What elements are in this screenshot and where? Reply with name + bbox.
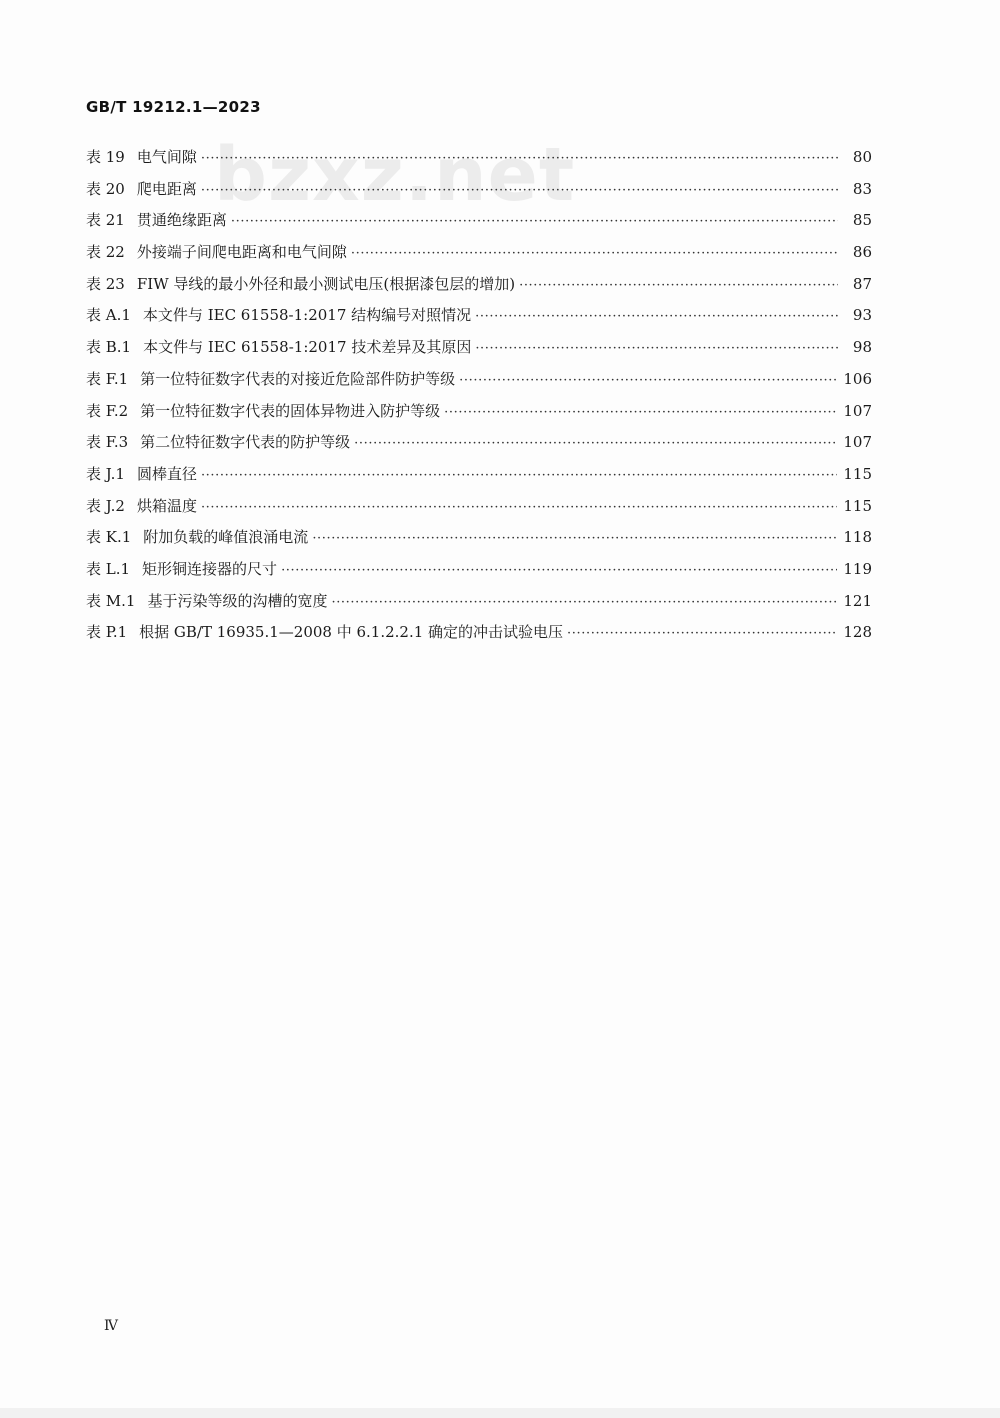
toc-entry-page: 98	[852, 338, 872, 357]
toc-entry-number: 表 J.2	[86, 496, 125, 515]
toc-entry-number: 表 19	[86, 148, 125, 166]
toc-leader-dots	[331, 592, 837, 614]
toc-entry-page: 80	[852, 148, 872, 166]
toc-entry[interactable]	[86, 209, 872, 241]
toc-leader-dots	[354, 433, 837, 455]
toc-entry[interactable]	[86, 273, 872, 305]
toc-entry-number: 表 K.1	[86, 528, 132, 547]
toc-leader-dots	[281, 560, 837, 582]
toc-leader-dots	[201, 148, 838, 170]
toc-entry-number: 表 23	[86, 274, 125, 293]
toc-entry-page: 107	[843, 401, 872, 420]
toc-leader-dots	[459, 370, 837, 392]
page-number: Ⅳ	[104, 1318, 118, 1334]
toc-entry[interactable]	[86, 431, 872, 463]
toc-entry-number: 表 J.1	[86, 464, 125, 483]
toc-entry-title: 第一位特征数字代表的固体异物进入防护等级	[140, 401, 441, 420]
toc-entry-title: 贯通绝缘距离	[136, 211, 227, 230]
toc-entry-page: 106	[843, 369, 872, 388]
toc-entry-number: 表 F.2	[86, 401, 129, 420]
toc-leader-dots	[201, 497, 837, 519]
toc-leader-dots	[312, 528, 837, 550]
toc-leader-dots	[201, 180, 838, 202]
toc-entry[interactable]	[86, 526, 872, 558]
toc-entry[interactable]	[86, 463, 872, 495]
toc-entry-title: 第一位特征数字代表的对接近危险部件防护等级	[140, 369, 456, 388]
toc-entry-title: FIW 导线的最小外径和最小测试电压(根据漆包层的增加)	[136, 274, 516, 293]
toc-leader-dots	[231, 211, 838, 233]
toc-leader-dots	[201, 465, 837, 487]
toc-leader-dots	[475, 306, 838, 328]
toc-entry-title: 本文件与 IEC 61558-1:2017 结构编号对照情况	[142, 306, 472, 325]
toc-entry[interactable]	[86, 178, 872, 210]
toc-entry-title: 烘箱温度	[136, 496, 197, 515]
toc-entry-page: 115	[843, 464, 872, 483]
toc-entry-number: 表 A.1	[86, 306, 131, 325]
toc-entry-page: 83	[852, 179, 872, 198]
toc-entry-number: 表 20	[86, 179, 125, 198]
toc-entry-title: 外接端子间爬电距离和电气间隙	[136, 243, 347, 262]
toc-entry-page: 128	[843, 623, 872, 642]
toc-entry-title: 第二位特征数字代表的防护等级	[140, 433, 351, 452]
toc-entry[interactable]	[86, 146, 872, 178]
toc-entry[interactable]	[86, 304, 872, 336]
toc-entry-page: 115	[843, 496, 872, 515]
toc-entry-number: 表 B.1	[86, 338, 132, 357]
toc-entry-number: 表 22	[86, 243, 125, 262]
toc-entry[interactable]	[86, 621, 872, 653]
toc-entry-title: 爬电距离	[136, 179, 197, 198]
toc-entry-title: 圆棒直径	[136, 464, 197, 483]
toc-entry-number: 表 21	[86, 211, 125, 230]
toc-leader-dots	[519, 275, 838, 297]
toc-entry-page: 121	[843, 591, 872, 610]
toc-entry-number: 表 F.3	[86, 433, 129, 452]
toc-entry-number: 表 M.1	[86, 591, 136, 610]
toc-entry-page: 87	[852, 274, 872, 293]
toc-entry-number: 表 L.1	[86, 559, 131, 578]
toc-entry-number: 表 P.1	[86, 623, 128, 642]
toc-entry-page: 107	[843, 433, 872, 452]
toc-entry[interactable]	[86, 495, 872, 527]
toc-entry[interactable]	[86, 336, 872, 368]
toc-entry-title: 附加负载的峰值浪涌电流	[143, 528, 309, 547]
toc-entry-title: 基于污染等级的沟槽的宽度	[147, 591, 328, 610]
toc-entry-title: 电气间隙	[136, 148, 197, 166]
toc-entry-title: 本文件与 IEC 61558-1:2017 技术差异及其原因	[143, 338, 472, 357]
toc-entry-page: 118	[843, 528, 872, 547]
toc-entry[interactable]	[86, 400, 872, 432]
toc-entry[interactable]	[86, 558, 872, 590]
toc-entry[interactable]	[86, 590, 872, 622]
toc-leader-dots	[475, 338, 838, 360]
toc-leader-dots	[444, 402, 837, 424]
toc-entry-page: 93	[852, 306, 872, 325]
table-of-contents	[86, 146, 872, 653]
toc-entry-number: 表 F.1	[86, 369, 129, 388]
toc-entry-page: 119	[843, 559, 872, 578]
watermark: bzxz.net	[214, 132, 576, 218]
toc-entry[interactable]	[86, 368, 872, 400]
standard-id-header: GB/T 19212.1—2023	[86, 98, 261, 116]
toc-entry-title: 矩形铜连接器的尺寸	[142, 559, 278, 578]
toc-entry-page: 85	[852, 211, 872, 230]
toc-leader-dots	[351, 243, 838, 265]
toc-entry[interactable]	[86, 241, 872, 273]
page-bottom-edge	[0, 1408, 1000, 1418]
toc-entry-page: 86	[852, 243, 872, 262]
toc-leader-dots	[567, 623, 837, 645]
toc-entry-title: 根据 GB/T 16935.1—2008 中 6.1.2.2.1 确定的冲击试验电压	[139, 623, 564, 642]
